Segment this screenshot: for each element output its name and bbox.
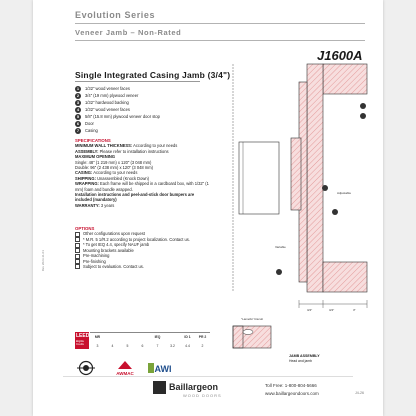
svg-text:"Lamello" biscuit: "Lamello" biscuit	[241, 317, 263, 321]
header-rule-2	[75, 40, 365, 41]
specifications	[75, 136, 210, 208]
component-item	[75, 92, 210, 99]
number-badge: 1	[76, 85, 80, 91]
spec-line: SHIPPING: Unassembled (Knock Down)	[75, 175, 149, 181]
series-title: Evolution Series	[75, 10, 156, 20]
spec-line: Double: 96" (2 438 mm) x 120" (3 048 mm)	[75, 165, 153, 171]
number-badge: 4	[76, 106, 80, 112]
website-link[interactable]: www.baillargeondoors.com	[265, 391, 319, 396]
svg-text:3/4": 3/4"	[307, 308, 313, 312]
jamb-section-drawing	[213, 62, 379, 370]
brand-mark-icon	[153, 381, 166, 394]
head-casing	[323, 64, 367, 94]
bottom-casing	[323, 262, 367, 292]
svg-text:3/4": 3/4"	[329, 308, 335, 312]
svg-text:AWMAC: AWMAC	[116, 371, 134, 376]
component-label: Casing	[85, 127, 98, 133]
jamb-profile	[307, 64, 323, 292]
option-item: Mounting brackets available	[75, 248, 210, 253]
spec-line: ASSEMBLY: Please refer to installation instructions	[75, 148, 169, 154]
number-badge: 6	[76, 120, 80, 126]
awi-logo	[147, 360, 173, 376]
revision-text: Rev 2023-11-01	[41, 250, 45, 272]
svg-text:AWI: AWI	[154, 364, 172, 374]
component-label: 5/8" (15.8 mm) plywood veneer door stop	[85, 113, 160, 119]
awmac-logo	[111, 360, 139, 376]
drawing-subcaption: Head and jamb	[289, 359, 312, 363]
spec-line: CASING: According to your needs	[75, 170, 138, 176]
component-list	[75, 85, 210, 134]
svg-text:Variable: Variable	[275, 245, 286, 249]
options-heading: OPTIONS	[75, 226, 95, 231]
checkbox-icon	[75, 243, 80, 248]
component-label: 1/32" wood veneer faces	[85, 85, 130, 91]
leed-credit-table: MR IEQ ID 1 PR 2 3 4 5 6 7 3.2 4.4 2	[90, 332, 210, 350]
options	[75, 224, 210, 269]
title-rule	[75, 81, 200, 82]
option-item: Other configurations upon request	[75, 231, 210, 236]
specifications-heading: SPECIFICATIONS	[75, 138, 111, 143]
number-badge: 7	[76, 127, 80, 133]
brand-name: Baillargeon	[169, 382, 219, 392]
component-item	[75, 99, 210, 106]
option-item: Subject to evaluation. Contact us.	[75, 264, 210, 269]
page-code: J4-26	[355, 391, 364, 395]
component-label: 1/32" hardwood backing	[85, 99, 129, 105]
component-item	[75, 127, 210, 134]
product-subtitle: Veneer Jamb – Non-Rated	[75, 28, 182, 37]
component-item	[75, 85, 210, 92]
component-item	[75, 106, 210, 113]
number-badge: 3	[76, 99, 80, 105]
component-label: Door	[85, 120, 94, 126]
number-badge: 5	[76, 113, 80, 119]
checkbox-icon	[75, 264, 80, 269]
svg-text:3": 3"	[353, 308, 356, 312]
door-stop	[291, 138, 301, 210]
spec-line: MAXIMUM OPENING	[75, 154, 116, 160]
spec-sheet	[33, 0, 383, 416]
spec-line: Single: 48" (1 219 mm) x 120" (3 048 mm)	[75, 159, 152, 165]
checkbox-icon	[75, 254, 80, 259]
toll-free: Toll Free: 1-800-804-5666	[265, 383, 317, 388]
drawing-caption: JAMB ASSEMBLY	[289, 354, 320, 358]
option-item: * To get IEQ 4.4, specify NAUF jamb	[75, 242, 210, 247]
spec-line: MINIMUM WALL THICKNESS: According to your needs	[75, 143, 178, 149]
number-badge: 2	[76, 92, 80, 98]
door-panel	[239, 142, 279, 214]
component-item	[75, 120, 210, 127]
leed-badge: LEED Eligible Credits	[75, 332, 89, 349]
page-title: Single Integrated Casing Jamb (3/4")	[75, 70, 231, 80]
spec-line: Installation instructions and peel-and-stick door bumpers are included (mandatory)	[75, 192, 195, 203]
svg-text:Adjustable: Adjustable	[337, 191, 352, 195]
header-rule-1	[75, 23, 365, 24]
component-label: 1/32" wood veneer faces	[85, 106, 130, 112]
spec-line: WARRANTY: 3 years	[75, 202, 115, 208]
fsc-seal-logo	[75, 360, 97, 376]
footer-rule	[63, 376, 353, 377]
product-code: J1600A	[317, 48, 363, 63]
component-label: 3/4" (19 mm) plywood veneer	[85, 92, 139, 98]
option-item: * M.R. 5 1/R.2 according to project localization. Contact us.	[75, 237, 210, 242]
lamello-detail	[233, 326, 271, 348]
brand-subline: WOOD DOORS	[183, 393, 222, 398]
spec-line: WRAPPING: Each frame will be shipped in a cardboard box, with 1/32" (1 mm) foam and bundle wrapped.	[75, 181, 209, 192]
option-item: Pre-machining	[75, 253, 210, 258]
option-item: Pre-finishing	[75, 259, 210, 264]
component-item	[75, 113, 210, 120]
